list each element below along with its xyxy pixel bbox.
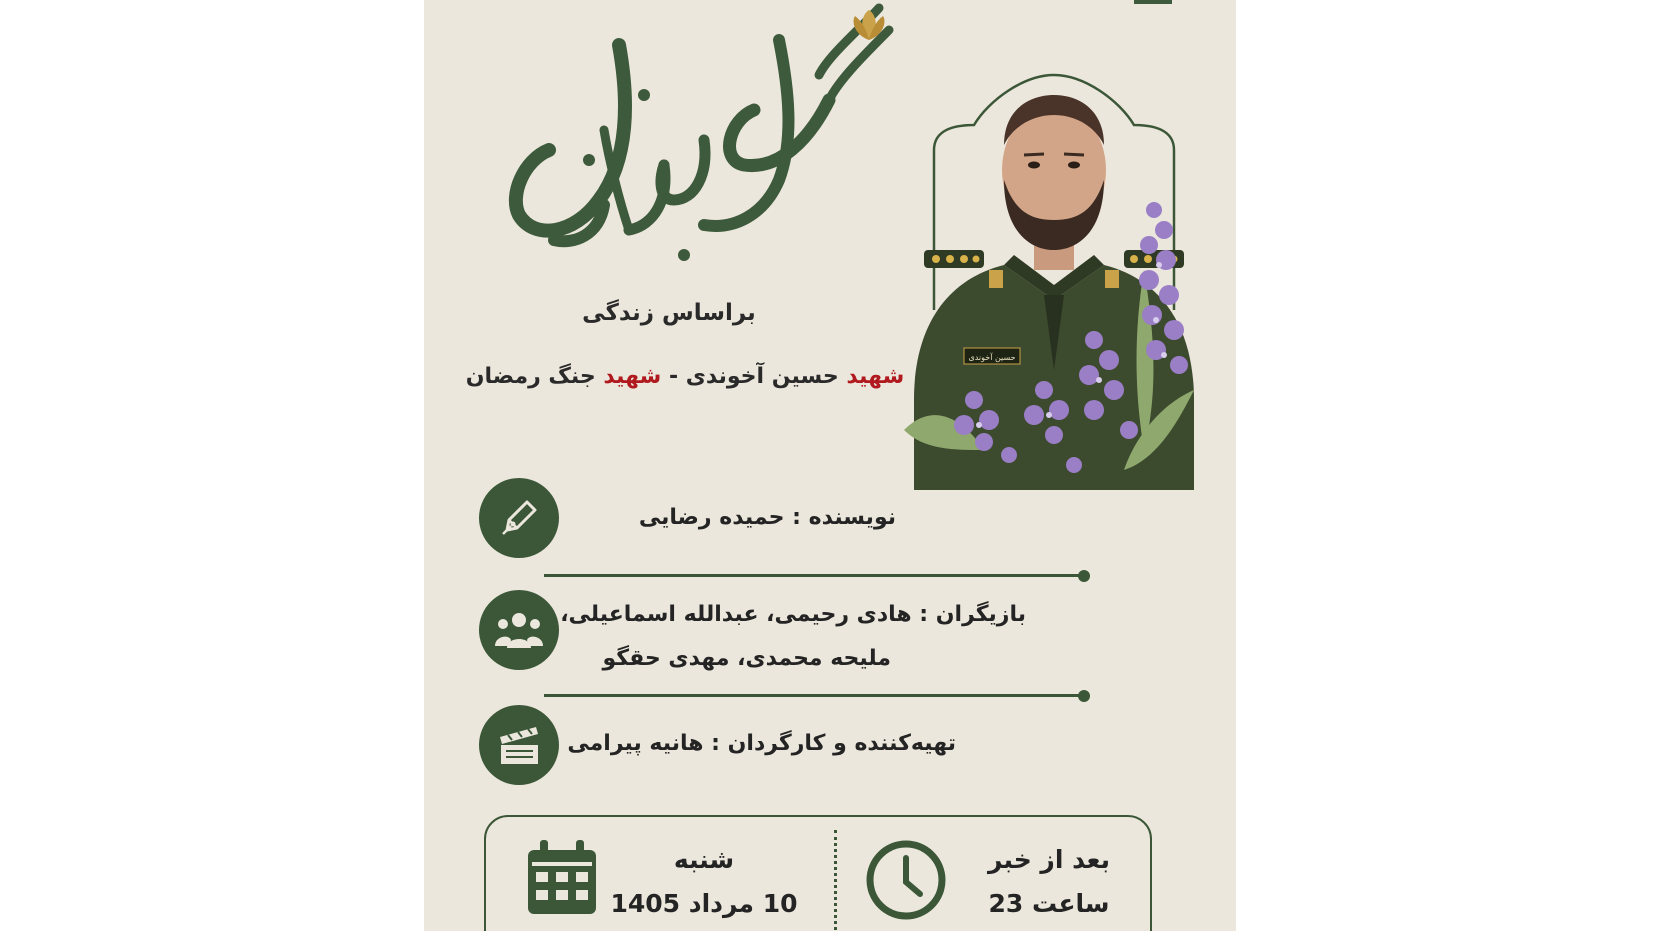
portrait-image: [894, 70, 1214, 540]
fountain-pen-icon: [497, 496, 541, 540]
clapperboard-icon: [496, 723, 542, 767]
cast-text-line1: بازیگران : هادی رحیمی، عبدالله اسماعیلی،: [560, 602, 1026, 627]
schedule-divider: [834, 830, 837, 930]
schedule-date-line2: 10 مرداد 1405: [610, 889, 798, 918]
schedule-date-line1: شنبه: [673, 845, 735, 874]
title-calligraphy: [479, 0, 909, 270]
name-tag: حسین آخوندی: [968, 353, 1016, 362]
schedule-time-line1: بعد از خبر: [987, 845, 1111, 874]
martyr-prefix: شهید: [846, 364, 905, 389]
divider-2-dot: [1078, 690, 1090, 702]
schedule-time-line2: ساعت 23: [988, 889, 1110, 918]
divider-1: [544, 574, 1084, 577]
divider-1-dot: [1078, 570, 1090, 582]
cast-text-line2: ملیحه محمدی، مهدی حقگو: [602, 646, 891, 671]
martyr-name: حسین آخوندی -: [661, 364, 847, 389]
cast-icon-circle: [479, 590, 559, 670]
writer-text: نویسنده : حمیده رضایی: [638, 505, 896, 530]
martyr-line: [454, 364, 916, 389]
clock-icon: [864, 838, 948, 922]
group-people-icon: [493, 608, 545, 652]
producer-icon-circle: [479, 705, 559, 785]
producer-text: تهیه‌کننده و کارگردان : هانیه پیرامی: [567, 731, 956, 756]
subtitle: براساس زندگی: [582, 300, 756, 326]
poster: [424, 0, 1236, 931]
calendar-icon: [524, 838, 600, 918]
divider-2: [544, 694, 1084, 697]
martyr-middle: شهید: [603, 364, 662, 389]
top-tab-decoration: [1134, 0, 1172, 4]
martyr-suffix: جنگ رمضان: [465, 364, 604, 389]
writer-icon-circle: [479, 478, 559, 558]
